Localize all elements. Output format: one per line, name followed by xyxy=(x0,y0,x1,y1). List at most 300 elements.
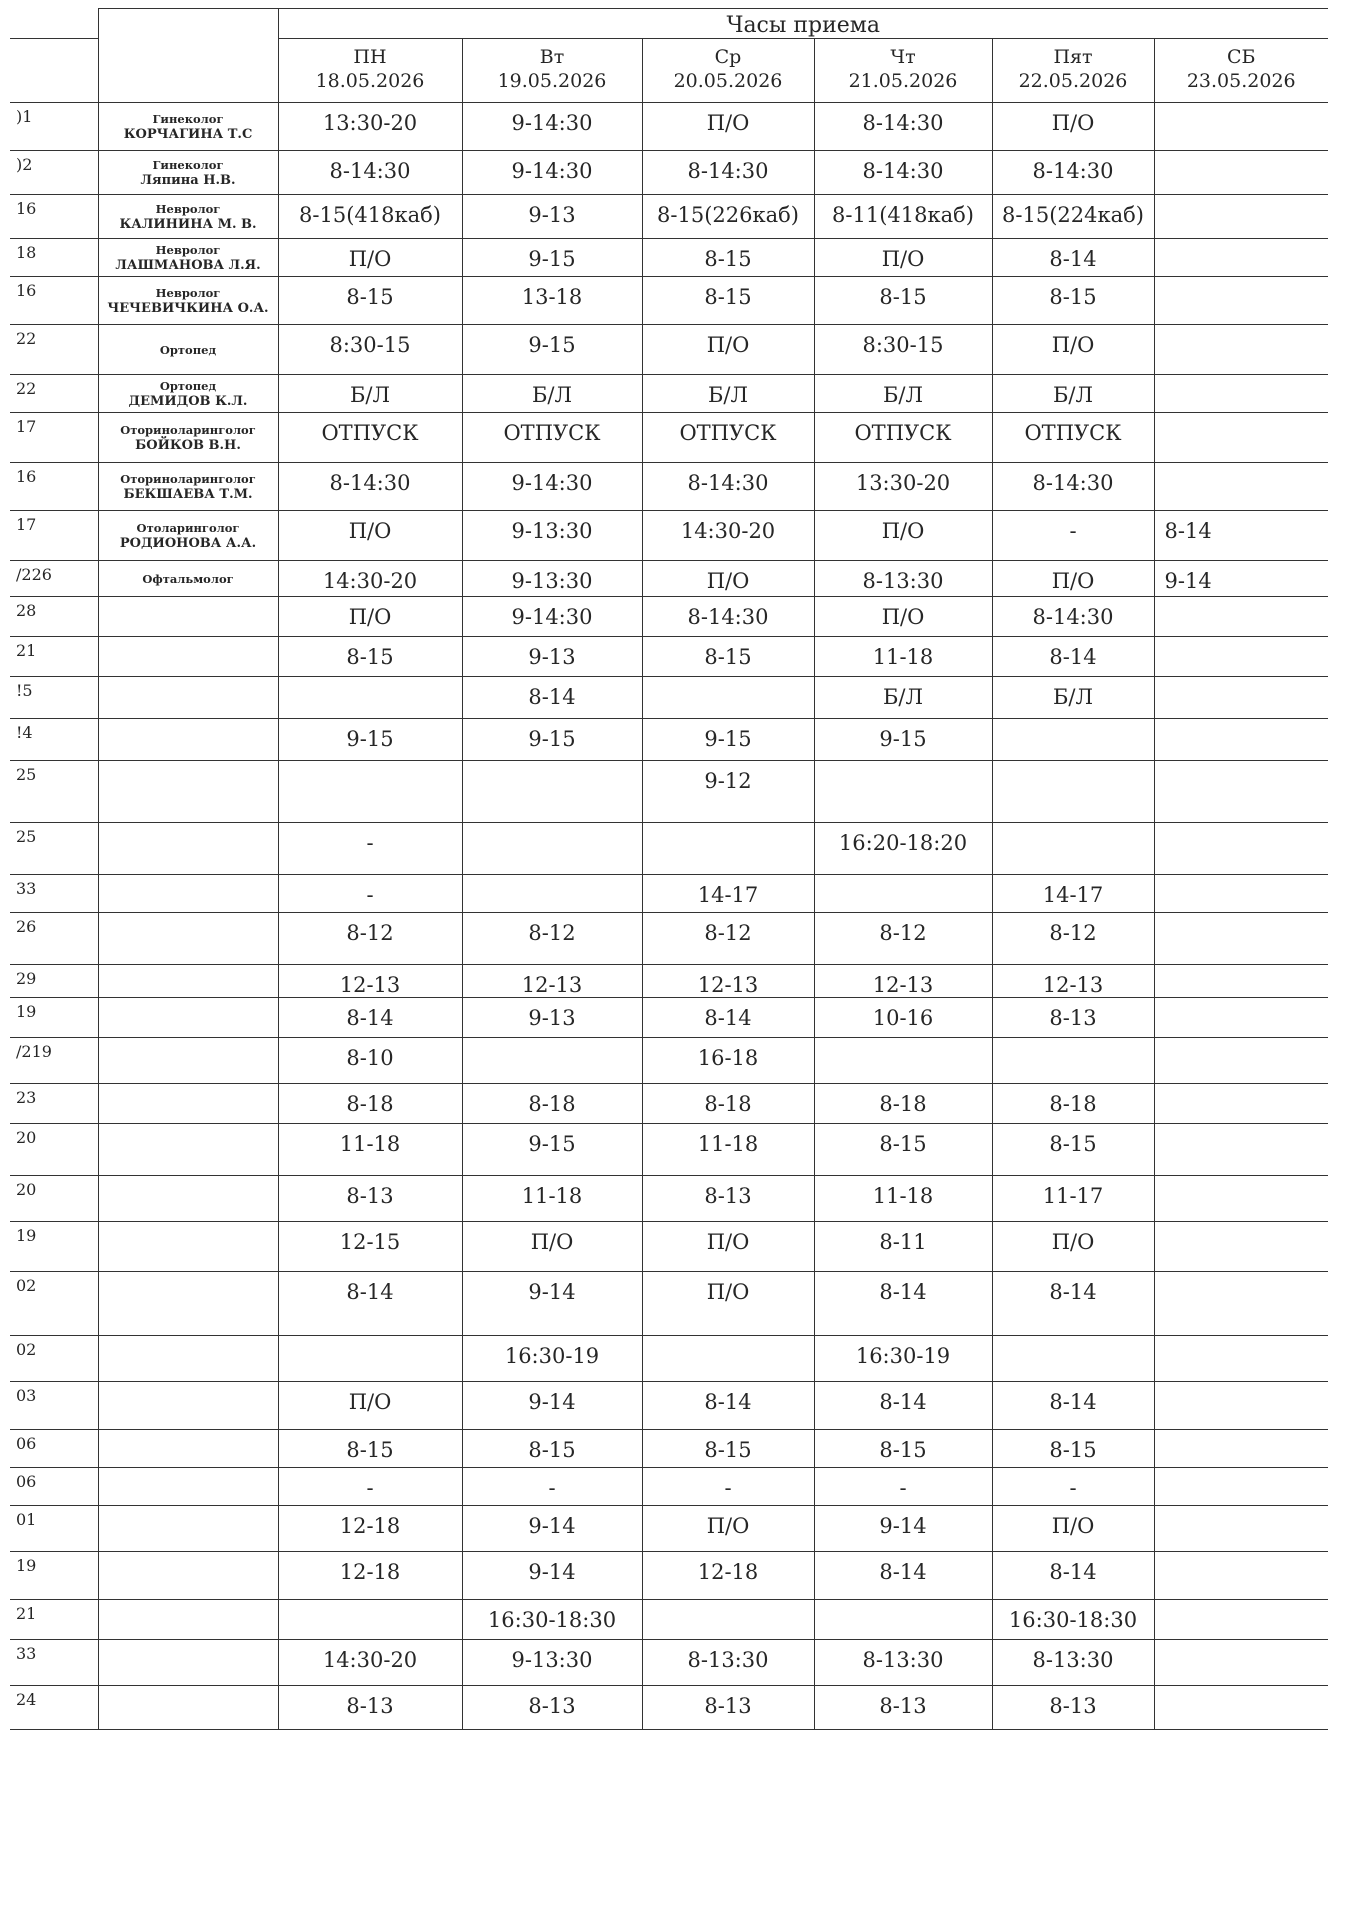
day-name: СБ xyxy=(1227,46,1256,68)
doctor-cell xyxy=(98,823,278,875)
room-number: 17 xyxy=(10,413,98,463)
doctor-cell xyxy=(98,1468,278,1506)
hours-cell-fri: 16:30-18:30 xyxy=(992,1600,1154,1640)
corner-room-cell-2 xyxy=(10,39,98,103)
room-number: 21 xyxy=(10,1600,98,1640)
table-row xyxy=(10,561,1328,597)
hours-cell-fri: 14-17 xyxy=(992,875,1154,913)
table-row xyxy=(10,998,1328,1038)
doctor-cell xyxy=(98,413,278,463)
hours-cell-wed: П/О xyxy=(642,325,814,375)
hours-cell-wed: 8-13 xyxy=(642,1686,814,1730)
hours-cell-sat xyxy=(1154,1640,1328,1686)
hours-cell-wed: 8-18 xyxy=(642,1084,814,1124)
hours-cell-tue: Б/Л xyxy=(462,375,642,413)
hours-cell-sat xyxy=(1154,1124,1328,1176)
doctor-specialty: Офтальмолог xyxy=(142,571,234,586)
hours-cell-mon: 14:30-20 xyxy=(278,1640,462,1686)
hours-cell-sat xyxy=(1154,463,1328,511)
hours-cell-fri: 8-13 xyxy=(992,1686,1154,1730)
doctor-specialty: Ортопед xyxy=(159,342,217,357)
hours-cell-thu: 8-15 xyxy=(814,1124,992,1176)
room-number: 22 xyxy=(10,325,98,375)
hours-cell-tue: 9-14 xyxy=(462,1552,642,1600)
day-header-fri xyxy=(992,39,1154,103)
hours-cell-tue: 13-18 xyxy=(462,277,642,325)
hours-cell-fri: 8-14 xyxy=(992,1382,1154,1430)
hours-cell-thu: 13:30-20 xyxy=(814,463,992,511)
hours-cell-sat xyxy=(1154,1506,1328,1552)
hours-cell-tue: 12-13 xyxy=(462,965,642,998)
table-row xyxy=(10,1084,1328,1124)
hours-cell-wed: 8-14:30 xyxy=(642,597,814,637)
doctor-cell xyxy=(98,463,278,511)
table-row xyxy=(10,277,1328,325)
hours-cell-thu xyxy=(814,875,992,913)
hours-cell-thu: 8-14 xyxy=(814,1382,992,1430)
hours-cell-sat xyxy=(1154,719,1328,761)
room-number: 25 xyxy=(10,823,98,875)
room-number: 26 xyxy=(10,913,98,965)
doctor-cell xyxy=(98,719,278,761)
hours-cell-tue: 9-14:30 xyxy=(462,103,642,151)
table-row xyxy=(10,1600,1328,1640)
hours-cell-tue: 9-13 xyxy=(462,637,642,677)
hours-cell-tue: 9-15 xyxy=(462,1124,642,1176)
hours-cell-tue: 8-18 xyxy=(462,1084,642,1124)
hours-cell-tue: 9-13:30 xyxy=(462,561,642,597)
hours-cell-sat xyxy=(1154,875,1328,913)
hours-cell-wed: 8-15(226каб) xyxy=(642,195,814,239)
room-number: )1 xyxy=(10,103,98,151)
hours-cell-tue: 9-14 xyxy=(462,1506,642,1552)
hours-cell-tue: 9-13 xyxy=(462,195,642,239)
doctor-cell xyxy=(98,1430,278,1468)
table-row xyxy=(10,965,1328,998)
doctor-cell xyxy=(98,1600,278,1640)
hours-cell-wed: 8-14:30 xyxy=(642,151,814,195)
hours-cell-tue: 9-14:30 xyxy=(462,463,642,511)
hours-cell-sat xyxy=(1154,151,1328,195)
hours-cell-sat xyxy=(1154,1686,1328,1730)
hours-cell-wed xyxy=(642,823,814,875)
hours-cell-fri: 8-14:30 xyxy=(992,151,1154,195)
doctor-specialty: Невролог xyxy=(155,285,221,300)
hours-cell-mon: 13:30-20 xyxy=(278,103,462,151)
hours-cell-thu: 8-12 xyxy=(814,913,992,965)
room-number: 24 xyxy=(10,1686,98,1730)
day-date: 22.05.2026 xyxy=(1018,70,1128,92)
room-number: 20 xyxy=(10,1124,98,1176)
hours-cell-mon: 8-15 xyxy=(278,637,462,677)
table-row xyxy=(10,677,1328,719)
hours-cell-tue: 8-15 xyxy=(462,1430,642,1468)
doctor-cell xyxy=(98,1336,278,1382)
day-date: 23.05.2026 xyxy=(1186,70,1296,92)
hours-cell-sat xyxy=(1154,239,1328,277)
hours-cell-mon: П/О xyxy=(278,239,462,277)
hours-cell-wed xyxy=(642,677,814,719)
doctor-cell xyxy=(98,375,278,413)
hours-cell-tue: 16:30-18:30 xyxy=(462,1600,642,1640)
hours-cell-sat xyxy=(1154,103,1328,151)
table-row xyxy=(10,1336,1328,1382)
hours-cell-wed: 9-15 xyxy=(642,719,814,761)
room-number: 19 xyxy=(10,1552,98,1600)
table-row xyxy=(10,597,1328,637)
room-number: )2 xyxy=(10,151,98,195)
hours-cell-wed: 8-14 xyxy=(642,1382,814,1430)
room-number: 29 xyxy=(10,965,98,998)
hours-cell-tue: 9-15 xyxy=(462,239,642,277)
day-header-tue xyxy=(462,39,642,103)
doctor-name: БЕКШАЕВА Т.М. xyxy=(123,486,253,502)
room-number: 18 xyxy=(10,239,98,277)
hours-cell-tue: 9-13 xyxy=(462,998,642,1038)
hours-cell-thu: - xyxy=(814,1468,992,1506)
room-number: 16 xyxy=(10,463,98,511)
doctor-specialty: Гинеколог xyxy=(152,111,224,126)
hours-cell-thu xyxy=(814,1038,992,1084)
hours-cell-mon: 8-15 xyxy=(278,1430,462,1468)
doctor-cell xyxy=(98,1176,278,1222)
table-row xyxy=(10,1640,1328,1686)
doctor-cell xyxy=(98,103,278,151)
doctor-cell xyxy=(98,239,278,277)
hours-cell-fri: П/О xyxy=(992,1222,1154,1272)
hours-cell-wed: 8-15 xyxy=(642,277,814,325)
doctor-cell xyxy=(98,677,278,719)
hours-cell-tue: 9-14:30 xyxy=(462,151,642,195)
hours-cell-tue xyxy=(462,875,642,913)
hours-cell-thu: 8-11(418каб) xyxy=(814,195,992,239)
hours-cell-wed: 11-18 xyxy=(642,1124,814,1176)
hours-cell-tue: 9-14 xyxy=(462,1382,642,1430)
room-number: 17 xyxy=(10,511,98,561)
hours-cell-wed: П/О xyxy=(642,561,814,597)
hours-cell-thu: П/О xyxy=(814,239,992,277)
room-number: 19 xyxy=(10,1222,98,1272)
hours-cell-thu xyxy=(814,1600,992,1640)
hours-cell-wed: 12-18 xyxy=(642,1552,814,1600)
hours-cell-fri: 8-14 xyxy=(992,1552,1154,1600)
hours-cell-fri: 8-14:30 xyxy=(992,597,1154,637)
hours-cell-thu: 11-18 xyxy=(814,1176,992,1222)
hours-cell-wed: 8-15 xyxy=(642,1430,814,1468)
hours-cell-wed: 8-14:30 xyxy=(642,463,814,511)
hours-cell-thu: 8-14 xyxy=(814,1552,992,1600)
hours-cell-fri: Б/Л xyxy=(992,375,1154,413)
day-name: Ср xyxy=(714,46,742,68)
hours-cell-thu: 8-14 xyxy=(814,1272,992,1336)
hours-cell-mon: - xyxy=(278,1468,462,1506)
table-row xyxy=(10,719,1328,761)
hours-cell-sat xyxy=(1154,1084,1328,1124)
doctor-name: ЧЕЧЕВИЧКИНА О.А. xyxy=(107,300,269,316)
hours-cell-thu: Б/Л xyxy=(814,677,992,719)
hours-cell-sat xyxy=(1154,1600,1328,1640)
hours-cell-sat xyxy=(1154,913,1328,965)
doctor-cell xyxy=(98,913,278,965)
hours-cell-sat: 8-14 xyxy=(1154,511,1328,561)
room-number: 02 xyxy=(10,1272,98,1336)
doctor-name: РОДИОНОВА А.А. xyxy=(119,535,257,551)
hours-cell-thu: 16:30-19 xyxy=(814,1336,992,1382)
hours-cell-wed xyxy=(642,1336,814,1382)
table-row xyxy=(10,1686,1328,1730)
hours-cell-sat xyxy=(1154,677,1328,719)
hours-cell-wed: 8-12 xyxy=(642,913,814,965)
table-row xyxy=(10,103,1328,151)
hours-cell-mon: 8-14:30 xyxy=(278,463,462,511)
hours-cell-wed: П/О xyxy=(642,1272,814,1336)
hours-cell-thu: 8-13:30 xyxy=(814,1640,992,1686)
hours-cell-mon: 12-15 xyxy=(278,1222,462,1272)
hours-cell-fri: 8-15(224каб) xyxy=(992,195,1154,239)
hours-cell-thu: 8-18 xyxy=(814,1084,992,1124)
day-name: Чт xyxy=(890,46,916,68)
schedule-table xyxy=(10,8,1328,1730)
table-row xyxy=(10,823,1328,875)
hours-cell-fri: ОТПУСК xyxy=(992,413,1154,463)
hours-cell-mon: П/О xyxy=(278,597,462,637)
day-date: 18.05.2026 xyxy=(315,70,425,92)
hours-cell-fri xyxy=(992,823,1154,875)
room-number: 16 xyxy=(10,195,98,239)
day-header-thu xyxy=(814,39,992,103)
hours-cell-wed: 8-15 xyxy=(642,637,814,677)
hours-cell-tue: ОТПУСК xyxy=(462,413,642,463)
hours-cell-thu: 8-13 xyxy=(814,1686,992,1730)
hours-cell-mon: 8-13 xyxy=(278,1686,462,1730)
doctor-cell xyxy=(98,1382,278,1430)
hours-cell-mon: 11-18 xyxy=(278,1124,462,1176)
hours-cell-sat xyxy=(1154,965,1328,998)
table-row xyxy=(10,1222,1328,1272)
hours-cell-thu: 9-14 xyxy=(814,1506,992,1552)
hours-cell-fri: 11-17 xyxy=(992,1176,1154,1222)
hours-cell-fri: 8-15 xyxy=(992,277,1154,325)
hours-cell-sat xyxy=(1154,325,1328,375)
room-number: 22 xyxy=(10,375,98,413)
hours-cell-thu: П/О xyxy=(814,511,992,561)
hours-cell-mon xyxy=(278,1600,462,1640)
hours-cell-mon: 12-13 xyxy=(278,965,462,998)
hours-cell-wed xyxy=(642,1600,814,1640)
room-number: /219 xyxy=(10,1038,98,1084)
hours-cell-tue: 9-13:30 xyxy=(462,1640,642,1686)
hours-cell-sat xyxy=(1154,375,1328,413)
hours-cell-mon: Б/Л xyxy=(278,375,462,413)
table-row xyxy=(10,463,1328,511)
hours-cell-mon: 8-14:30 xyxy=(278,151,462,195)
hours-cell-tue xyxy=(462,823,642,875)
doctor-name: Ляпина Н.В. xyxy=(140,172,236,188)
hours-cell-mon: 12-18 xyxy=(278,1506,462,1552)
doctor-cell xyxy=(98,1038,278,1084)
room-number: 21 xyxy=(10,637,98,677)
hours-cell-wed: - xyxy=(642,1468,814,1506)
header-title-row xyxy=(10,9,1328,39)
hours-cell-tue: П/О xyxy=(462,1222,642,1272)
hours-cell-sat xyxy=(1154,413,1328,463)
doctor-specialty: Ортопед xyxy=(159,378,217,393)
hours-cell-fri: П/О xyxy=(992,1506,1154,1552)
hours-cell-fri: - xyxy=(992,511,1154,561)
table-row xyxy=(10,1506,1328,1552)
doctor-cell xyxy=(98,1084,278,1124)
hours-cell-mon xyxy=(278,761,462,823)
hours-cell-mon: 8-14 xyxy=(278,1272,462,1336)
hours-cell-sat xyxy=(1154,597,1328,637)
hours-cell-thu: 12-13 xyxy=(814,965,992,998)
day-date: 20.05.2026 xyxy=(673,70,783,92)
doctor-specialty: Невролог xyxy=(155,242,221,257)
hours-cell-mon: П/О xyxy=(278,1382,462,1430)
table-row xyxy=(10,913,1328,965)
hours-cell-tue: 9-15 xyxy=(462,325,642,375)
doctor-cell xyxy=(98,1272,278,1336)
hours-cell-wed: ОТПУСК xyxy=(642,413,814,463)
table-row xyxy=(10,875,1328,913)
hours-cell-wed: 9-12 xyxy=(642,761,814,823)
table-row xyxy=(10,761,1328,823)
doctor-cell xyxy=(98,1552,278,1600)
hours-cell-sat xyxy=(1154,1382,1328,1430)
hours-cell-thu: 9-15 xyxy=(814,719,992,761)
hours-cell-fri xyxy=(992,1336,1154,1382)
corner-room-cell xyxy=(10,9,98,39)
hours-cell-fri: 8-12 xyxy=(992,913,1154,965)
hours-cell-thu: ОТПУСК xyxy=(814,413,992,463)
hours-cell-wed: 14-17 xyxy=(642,875,814,913)
hours-cell-tue xyxy=(462,761,642,823)
doctor-name: БОЙКОВ В.Н. xyxy=(135,437,241,453)
room-number: !5 xyxy=(10,677,98,719)
hours-cell-thu: П/О xyxy=(814,597,992,637)
hours-cell-tue: 8-14 xyxy=(462,677,642,719)
room-number: 03 xyxy=(10,1382,98,1430)
hours-cell-mon: - xyxy=(278,875,462,913)
table-row xyxy=(10,375,1328,413)
table-row xyxy=(10,511,1328,561)
hours-cell-mon: П/О xyxy=(278,511,462,561)
room-number: 01 xyxy=(10,1506,98,1552)
doctor-name: КОРЧАГИНА Т.С xyxy=(123,126,253,142)
hours-cell-sat xyxy=(1154,1038,1328,1084)
hours-cell-wed: 8-13 xyxy=(642,1176,814,1222)
day-date: 19.05.2026 xyxy=(497,70,607,92)
day-name: Пят xyxy=(1053,46,1093,68)
hours-cell-fri: 8-14 xyxy=(992,239,1154,277)
doctor-cell xyxy=(98,1222,278,1272)
doctor-name: КАЛИНИНА М. В. xyxy=(119,216,257,232)
room-number: 20 xyxy=(10,1176,98,1222)
hours-cell-tue: - xyxy=(462,1468,642,1506)
hours-cell-sat xyxy=(1154,195,1328,239)
doctor-cell xyxy=(98,998,278,1038)
doctor-cell xyxy=(98,597,278,637)
day-header-sat xyxy=(1154,39,1328,103)
table-row xyxy=(10,1382,1328,1430)
hours-cell-thu: 16:20-18:20 xyxy=(814,823,992,875)
hours-cell-wed: 16-18 xyxy=(642,1038,814,1084)
hours-cell-tue: 9-14:30 xyxy=(462,597,642,637)
hours-cell-tue xyxy=(462,1038,642,1084)
hours-cell-mon: 14:30-20 xyxy=(278,561,462,597)
hours-cell-sat xyxy=(1154,637,1328,677)
doctor-name: ДЕМИДОВ К.Л. xyxy=(128,393,248,409)
hours-cell-thu: 8-14:30 xyxy=(814,151,992,195)
doctor-cell xyxy=(98,325,278,375)
table-row xyxy=(10,151,1328,195)
hours-cell-mon: 9-15 xyxy=(278,719,462,761)
doctor-cell xyxy=(98,965,278,998)
hours-cell-sat xyxy=(1154,277,1328,325)
hours-cell-fri xyxy=(992,761,1154,823)
hours-cell-sat xyxy=(1154,1176,1328,1222)
hours-cell-fri: 12-13 xyxy=(992,965,1154,998)
room-number: 19 xyxy=(10,998,98,1038)
hours-cell-sat xyxy=(1154,998,1328,1038)
doctor-cell xyxy=(98,1506,278,1552)
hours-cell-sat xyxy=(1154,1272,1328,1336)
hours-cell-wed: Б/Л xyxy=(642,375,814,413)
doctor-cell xyxy=(98,875,278,913)
hours-cell-sat: 9-14 xyxy=(1154,561,1328,597)
doctor-cell xyxy=(98,151,278,195)
room-number: 16 xyxy=(10,277,98,325)
hours-cell-fri: 8-18 xyxy=(992,1084,1154,1124)
hours-cell-fri: 8-15 xyxy=(992,1124,1154,1176)
hours-cell-wed: 12-13 xyxy=(642,965,814,998)
doctor-cell xyxy=(98,1124,278,1176)
hours-cell-mon: - xyxy=(278,823,462,875)
hours-cell-thu: 8-15 xyxy=(814,277,992,325)
table-row xyxy=(10,1430,1328,1468)
hours-cell-fri: 8-14 xyxy=(992,1272,1154,1336)
doctor-cell xyxy=(98,1640,278,1686)
room-number: 28 xyxy=(10,597,98,637)
hours-cell-mon: 8-12 xyxy=(278,913,462,965)
hours-cell-fri: П/О xyxy=(992,103,1154,151)
hours-cell-wed: 8-15 xyxy=(642,239,814,277)
hours-cell-mon: 8-18 xyxy=(278,1084,462,1124)
schedule-body xyxy=(10,9,1328,1730)
doctor-specialty: Оториноларинголог xyxy=(120,422,256,437)
day-name: Вт xyxy=(539,46,565,68)
hours-cell-mon xyxy=(278,1336,462,1382)
hours-cell-tue: 9-15 xyxy=(462,719,642,761)
room-number: 02 xyxy=(10,1336,98,1382)
hours-cell-thu: 10-16 xyxy=(814,998,992,1038)
room-number: 33 xyxy=(10,875,98,913)
hours-cell-fri: Б/Л xyxy=(992,677,1154,719)
hours-cell-thu xyxy=(814,761,992,823)
doctor-cell xyxy=(98,1686,278,1730)
hours-cell-thu: 8:30-15 xyxy=(814,325,992,375)
hours-cell-fri: П/О xyxy=(992,325,1154,375)
hours-cell-tue: 16:30-19 xyxy=(462,1336,642,1382)
hours-cell-thu: 8-11 xyxy=(814,1222,992,1272)
hours-cell-sat xyxy=(1154,1430,1328,1468)
hours-cell-fri xyxy=(992,1038,1154,1084)
table-row xyxy=(10,325,1328,375)
doctor-specialty: Отоларинголог xyxy=(136,520,240,535)
hours-cell-wed: П/О xyxy=(642,1506,814,1552)
room-number: 25 xyxy=(10,761,98,823)
doctor-cell xyxy=(98,195,278,239)
